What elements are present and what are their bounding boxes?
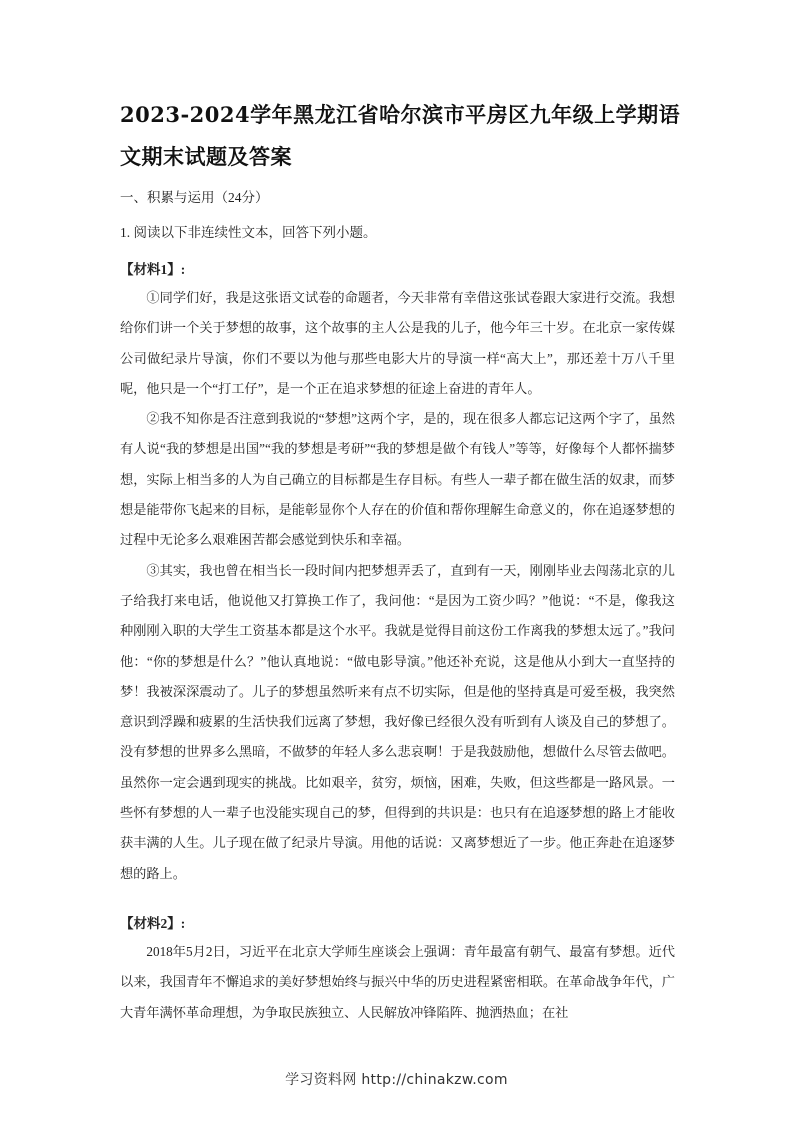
material-1-body <box>120 283 675 889</box>
material-1-paragraph-2: ②我不知你是否注意到我说的“梦想”这两个字，是的，现在很多人都忘记这两个字了，虽然有人说“我的梦想是出国”“我的梦想是考研”“我的梦想是做个有钱人”等等，好像每个人都怀揣梦想，实际上相当多的人为自己确立的目标都是生存目标。有些人一辈子都在做生活的奴隶，而梦想是能带你飞起来的目标，是能彰显你个人存在的价值和帮你理解生命意义的，你在追逐梦想的过程中无论多么艰难困苦都会感觉到快乐和幸福。 <box>120 411 675 548</box>
material-1-label: 【材料1】: <box>120 262 186 277</box>
material-1-paragraph-3: ③其实，我也曾在相当长一段时间内把梦想弄丢了，直到有一天，刚刚毕业去闯荡北京的儿子给我打来电话，他说他又打算换工作了，我问他：“是因为工资少吗？”他说：“不是，像我这种刚刚入职的大学生工资基本都是这个水平。我就是觉得目前这份工作离我的梦想太远了。”我问他：“你的梦想是什么？”他认真地说：“做电影导演。”他还补充说，这是他从小到大一直坚持的梦！我被深深震动了。儿子的梦想虽然听来有点不切实际，但是他的坚持真是可爱至极，我突然意识到浮躁和疲累的生活快我们远离了梦想，我好像已经很久没有听到有人谈及自己的梦想了。没有梦想的世界多么黑暗，不做梦的年轻人多么悲哀啊！于是我鼓励他，想做什么尽管去做吧。虽然你一定会遇到现实的挑战。比如艰辛，贫穷，烦恼，困难，失败，但这些都是一路风景。一些怀有梦想的人一辈子也没能实现自己的梦，但得到的共识是：也只有在追逐梦想的路上才能收获丰满的人生。儿子现在做了纪录片导演。用他的话说：又离梦想近了一步。他正奔赴在追逐梦想的路上。 <box>120 562 675 881</box>
section-heading: 一、积累与运用（24分） <box>120 190 269 205</box>
material-2-body <box>120 937 675 1028</box>
question-1-prompt: 1. 阅读以下非连续性文本，回答下列小题。 <box>120 225 377 240</box>
material-2-label: 【材料2】: <box>120 916 186 931</box>
material-2-paragraph-1: 2018年5月2日，习近平在北京大学师生座谈会上强调：青年最富有朝气、最富有梦想。近代以来，我国青年不懈追求的美好梦想始终与振兴中华的历史进程紧密相联。在革命战争年代，广大青年满怀革命理想，为争取民族独立、人民解放冲锋陷阵、抛洒热血；在社 <box>120 944 675 1020</box>
footer-watermark: 学习资料网 http://chinakzw.com <box>285 1072 508 1088</box>
document-title: 2023-2024学年黑龙江省哈尔滨市平房区九年级上学期语文期末试题及答案 <box>120 102 681 169</box>
material-1-paragraph-1: ①同学们好，我是这张语文试卷的命题者，今天非常有幸借这张试卷跟大家进行交流。我想给你们讲一个关于梦想的故事，这个故事的主人公是我的儿子，他今年三十岁。在北京一家传媒公司做纪录片导演，你们不要以为他与那些电影大片的导演一样“高大上”，那还差十万八千里呢，他只是一个“打工仔”，是一个正在追求梦想的征途上奋进的青年人。 <box>120 290 675 396</box>
